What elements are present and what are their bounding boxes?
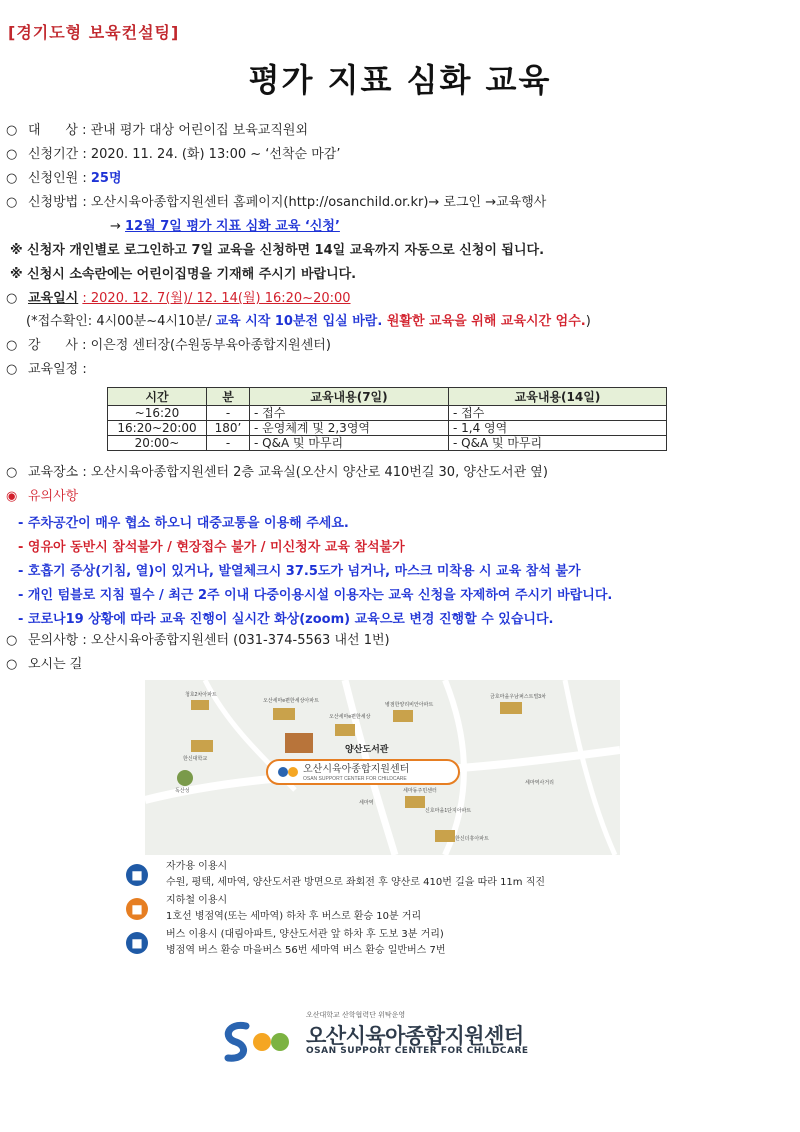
row-caution (6, 488, 78, 506)
cell-day14: - 1,4 영역 (449, 421, 667, 436)
count-value: 25명 (90, 171, 122, 186)
checkin-a: (*접수확인: 4시00분~4시10분/ (26, 314, 216, 329)
cell-time: ~16:20 (108, 406, 207, 421)
map-apt-label: 신호마을1단지아파트 (425, 808, 472, 814)
cell-day14: - Q&A 및 마무리 (449, 436, 667, 451)
arrow-icon: → (110, 219, 126, 234)
logo-small-text: 오산대학교 산학협력단 위탁운영 (306, 1011, 406, 1019)
car-title: 자가용 이용시 (166, 861, 228, 872)
table-row (108, 436, 667, 451)
circle-bullet-icon: ○ (6, 123, 18, 138)
method-label: 신청방법 (28, 195, 79, 210)
row-lecturer (6, 337, 331, 355)
cell-day7: - Q&A 및 마무리 (250, 436, 449, 451)
map-apt-label: 한신더휴아파트 (455, 836, 489, 842)
car-icon: ■ (126, 864, 148, 886)
row-target (6, 122, 308, 140)
checkin-d: ) (585, 314, 591, 329)
header-tag: [경기도형 보육컨설팅] (8, 23, 180, 42)
row-schedule (6, 361, 87, 379)
caution-item: - 영유아 동반시 참석불가 / 현장접수 불가 / 미신청자 교육 참석불가 (18, 540, 405, 555)
table-row (108, 421, 667, 436)
target-label: 대 상 (28, 123, 78, 138)
circle-bullet-icon: ○ (6, 465, 18, 480)
circle-bullet-icon: ○ (6, 362, 18, 377)
car-desc: 수원, 평택, 세마역, 양산도서관 방면으로 좌회전 후 양산로 410번 길을 따라 11m 직진 (166, 877, 546, 888)
checkin-b: 교육 시작 10분전 입실 바람. (215, 314, 387, 329)
lecturer-label: 강 사 (28, 338, 78, 353)
logo-english: OSAN SUPPORT CENTER FOR CHILDCARE (306, 1046, 529, 1056)
period-value: : 2020. 11. 24. (화) 13:00 ~ ‘선착순 마감’ (82, 147, 341, 162)
col-header-day14: 교육내용(14일) (449, 388, 667, 406)
circle-bullet-icon: ○ (6, 147, 18, 162)
place-value: : 오산시육아종합지원센터 2층 교육실(오산시 양산로 410번길 30, 양산도서관 옆) (82, 465, 548, 480)
map-univ-label: 한신대학교 (183, 756, 208, 762)
row-place (6, 464, 548, 482)
cell-day14: - 접수 (449, 406, 667, 421)
date-label: 교육일시 (28, 291, 79, 306)
row-method-2 (110, 218, 340, 236)
map-apt-label: 청호2차아파트 (185, 692, 217, 698)
method-line2: 12월 7일 평가 지표 심화 교육 ‘신청’ (125, 219, 340, 234)
schedule-label: 교육일정 : (28, 362, 87, 377)
caution-item: - 호흡기 증상(기침, 열)이 있거나, 발열체크시 37.5도가 넘거나, 마스크 미착용 시 교육 참석 불가 (18, 564, 581, 579)
caution-label: 유의사항 (28, 489, 79, 504)
center-logo (218, 1010, 578, 1070)
bus-title: 버스 이용시 (대림아파트, 양산도서관 앞 하차 후 도보 3분 거리) (166, 929, 444, 940)
row-checkin (26, 313, 591, 331)
logo-korean: 오산시육아종합지원센터 (306, 1024, 524, 1048)
target-value: : 관내 평가 대상 어린이집 보육교직원외 (82, 123, 309, 138)
bus-desc: 병점역 버스 환승 마을버스 56번 세마역 버스 환승 일반버스 7번 (166, 945, 446, 956)
col-header-day7: 교육내용(7일) (250, 388, 449, 406)
cell-min: - (207, 406, 250, 421)
contact-label: 문의사항 (28, 633, 79, 648)
cell-min: 180’ (207, 421, 250, 436)
map-center-label: 오산시육아종합지원센터 (303, 764, 410, 775)
row-period (6, 146, 341, 164)
caution-item: - 개인 텀블로 지침 필수 / 최근 2주 이내 다중이용시설 이용자는 교육 신청을 자제하여 주시기 바랍니다. (18, 588, 613, 603)
map-apt-label: 세마역 (359, 800, 374, 806)
contact-value: : 오산시육아종합지원센터 (031-374-5563 내선 1번) (82, 633, 390, 648)
bus-icon: ■ (126, 932, 148, 954)
cell-day7: - 운영체계 및 2,3영역 (250, 421, 449, 436)
table-header-row (108, 388, 667, 406)
caution-item: - 주차공간이 매우 협소 하오니 대중교통을 이용해 주세요. (18, 516, 349, 531)
page-title: 평가 지표 심화 교육 (248, 61, 552, 99)
map-apt-label: 금호마을우남퍼스트빌3차 (490, 694, 546, 700)
circle-bullet-icon: ○ (6, 291, 18, 306)
cell-day7: - 접수 (250, 406, 449, 421)
col-header-min: 분 (207, 388, 250, 406)
period-label: 신청기간 (28, 147, 79, 162)
map-station-label: 독산성 (175, 788, 190, 794)
location-map (145, 680, 620, 855)
cell-time: 20:00~ (108, 436, 207, 451)
place-label: 교육장소 (28, 465, 79, 480)
table-row (108, 406, 667, 421)
checkin-c: 원활한 교육을 위해 교육시간 엄수. (386, 314, 586, 329)
circle-bullet-icon: ○ (6, 657, 18, 672)
circle-bullet-icon: ○ (6, 195, 18, 210)
col-header-time: 시간 (108, 388, 207, 406)
subway-desc: 1호선 병점역(또는 세마역) 하차 후 버스로 환승 10분 거리 (166, 911, 422, 922)
count-label: 신청인원 (28, 171, 79, 186)
note-2: ※ 신청시 소속란에는 어린이집명을 기재해 주시기 바랍니다. (10, 267, 357, 282)
lecturer-value: : 이은정 센터장(수원동부육아종합지원센터) (82, 338, 331, 353)
row-date (6, 290, 351, 308)
circle-bullet-icon: ○ (6, 338, 18, 353)
row-directions (6, 656, 82, 674)
map-graphic (145, 680, 620, 855)
note-1: ※ 신청자 개인별로 로그인하고 7일 교육을 신청하면 14일 교육까지 자동으로 신청이 됩니다. (10, 243, 545, 258)
circle-bullet-icon: ○ (6, 171, 18, 186)
cell-min: - (207, 436, 250, 451)
logo-mark-icon (218, 1018, 298, 1068)
map-apt-label: 세마역사거리 (525, 780, 554, 786)
map-apt-label: 오산세마e편한세상아파트 (263, 698, 319, 704)
cell-time: 16:20~20:00 (108, 421, 207, 436)
caution-item: - 코로나19 상황에 따라 교육 진행이 실시간 화상(zoom) 교육으로 변경 진행할 수 있습니다. (18, 612, 554, 627)
subway-title: 지하철 이용시 (166, 895, 228, 906)
map-center-en: OSAN SUPPORT CENTER FOR CHILDCARE (303, 776, 407, 782)
row-method (6, 194, 546, 212)
row-contact (6, 632, 390, 650)
map-apt-label: 병점한양리비안아파트 (385, 702, 434, 708)
date-value: : 2020. 12. 7(월)/ 12. 14(월) 16:20~20:00 (82, 291, 351, 306)
map-apt-label: 세마동주민센터 (403, 788, 437, 794)
map-apt-label: 오산세마e편한세상 (329, 714, 371, 720)
directions-label: 오시는 길 (28, 657, 83, 672)
row-count (6, 170, 122, 188)
map-library-label: 양산도서관 (345, 744, 389, 754)
circle-bullet-icon: ○ (6, 633, 18, 648)
schedule-table (107, 387, 667, 451)
target-bullet-icon: ◉ (6, 489, 18, 504)
subway-icon: ■ (126, 898, 148, 920)
method-value: : 오산시육아종합지원센터 홈페이지(http://osanchild.or.kr)→ 로그인 →교육행사 (82, 195, 547, 210)
count-sep: : (82, 171, 91, 186)
